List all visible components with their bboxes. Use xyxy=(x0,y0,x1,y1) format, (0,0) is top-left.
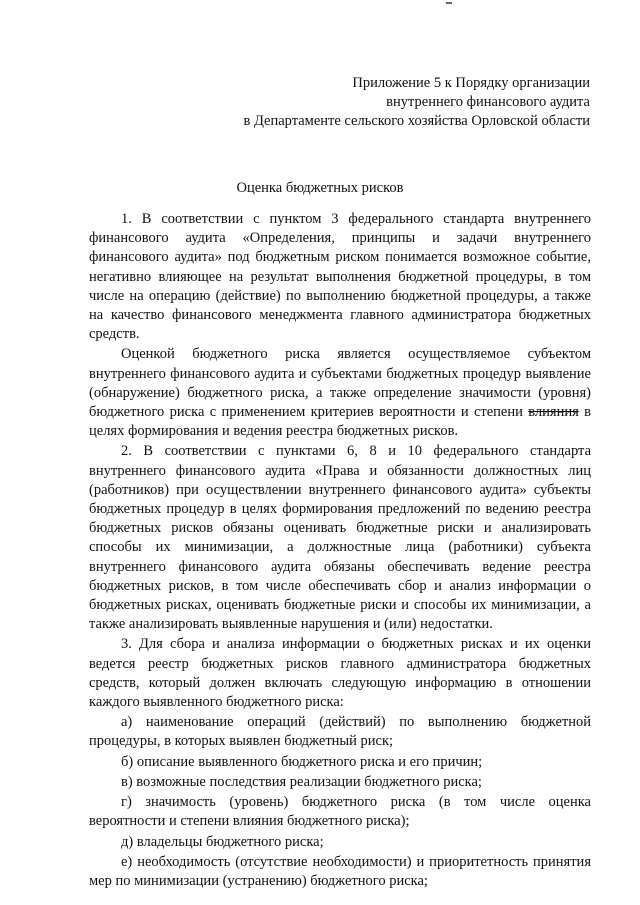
list-item-v: в) возможные последствия реализации бюджетного риска; xyxy=(121,773,482,790)
paragraph-2-text: Оценкой бюджетного риска является осуществляемое субъектом внутреннего финансового аудита и субъектами бюджетных процедур выявление (обнаружение) бюджетного риска, а также определение значимости (уровня) бюджетного риска с применением критериев вероятности и степени xyxy=(89,346,591,421)
header-line-3: в Департаменте сельского хозяйства Орловской области xyxy=(243,113,590,129)
list-item-g: г) значимость (уровень) бюджетного риска (в том числе оценка вероятности и степени влияния бюджетного риска); xyxy=(89,794,591,830)
paragraph-2 xyxy=(89,345,591,441)
paragraph-3: 2. В соответствии с пунктами 6, 8 и 10 федерального стандарта внутреннего финансового аудита «Права и обязанности должностных лиц (работников) при осуществлении внутреннего финансового аудита» субъекты бюджетных процедур в целях формирования предложений по ведению реестра бюджетных рисков обязаны оценивать бюджетные риски и анализировать способы их минимизации, а должностные лица (работники) субъекта внутреннего финансового аудита обязаны обеспечивать ведение реестра бюджетных рисков, в том числе обеспечивать сбор и анализ информации о бюджетных рисках, оценивать бюджетные риски и способы их минимизации, а также анализировать выявленные нарушения и (или) недостатки. xyxy=(89,443,591,633)
struck-word: влияния xyxy=(528,404,579,421)
list-item-e: е) необходимость (отсутствие необходимости) и приоритетность принятия мер по минимизации (устранению) бюджетного риска; xyxy=(89,853,591,889)
list-item-a: а) наименование операций (действий) по выполнению бюджетной процедуры, в которых выявлен бюджетный риск; xyxy=(89,714,591,750)
list-item-b: б) описание выявленного бюджетного риска и его причин; xyxy=(121,753,483,770)
document-body xyxy=(89,210,591,892)
document-title: Оценка бюджетных рисков xyxy=(236,180,404,196)
list-item-d: д) владельцы бюджетного риска; xyxy=(121,833,324,850)
paragraph-1: 1. В соответствии с пунктом 3 федерального стандарта внутреннего финансового аудита «Определения, принципы и задачи внутреннего финансового аудита» под бюджетным риском понимается возможное событие, негативно влияющее на результат выполнения бюджетной процедуры, в том числе на операцию (действие) по выполнению бюджетной процедуры, а также на качество финансового менеджмента главного администратора бюджетных средств. xyxy=(89,211,591,343)
appendix-header xyxy=(190,74,590,131)
scan-mark xyxy=(446,2,452,4)
header-line-2: внутреннего финансового аудита xyxy=(386,94,590,110)
paragraph-2-end: в целях формирования и ведения реестра бюджетных рисков. xyxy=(89,404,591,440)
header-line-1: Приложение 5 к Порядку организации xyxy=(352,75,590,91)
paragraph-4: 3. Для сбора и анализа информации о бюджетных рисках и их оценки ведется реестр бюджетных рисков главного администратора бюджетных средств, который должен включать следующую информацию в отношении каждого выявленного бюджетного риска: xyxy=(89,636,591,711)
